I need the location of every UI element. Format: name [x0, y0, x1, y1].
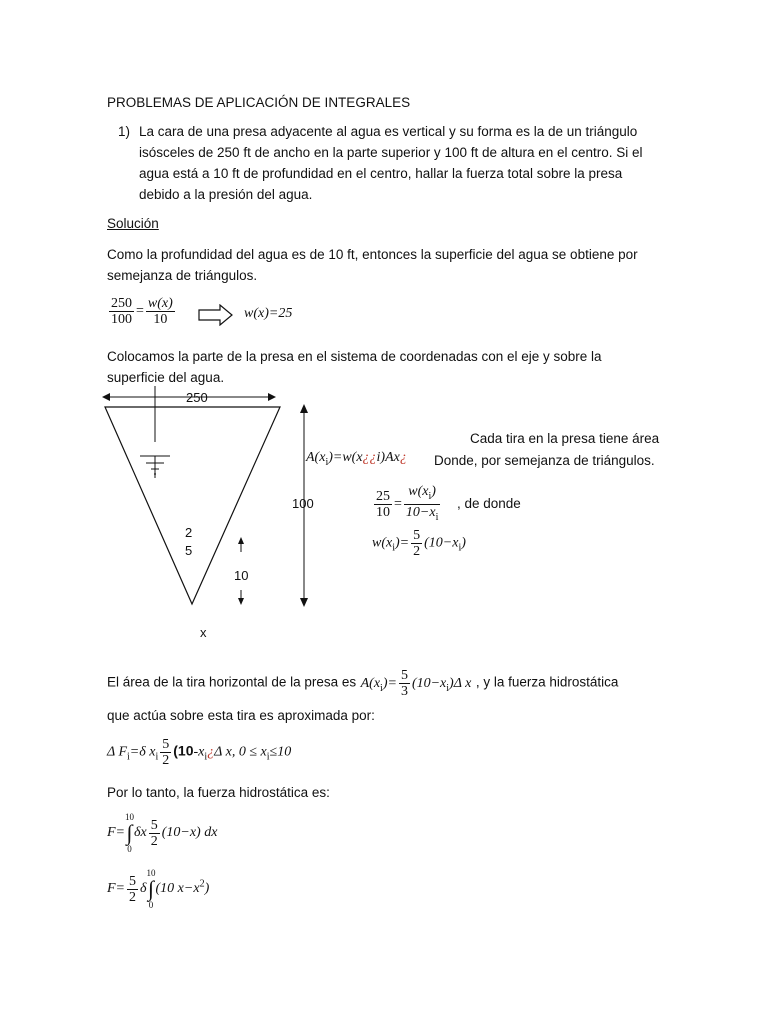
strip-area-formula: $A(x_i)=w(x¿¿i)Ax¿$ [306, 450, 407, 468]
lower-limit: 0 [127, 844, 132, 854]
math-part: ¿ [207, 744, 215, 760]
integral-sign: 10 ∫ 0 [125, 812, 134, 854]
numerator: 5 [162, 737, 170, 752]
math-part: Δ x, 0 ≤ x [214, 744, 267, 760]
strip-similarity-equation: $\frac{25}{10}$ = $\frac{w(x_i)}{10-x_i}$ [376, 484, 439, 523]
page-title: PROBLEMAS DE APLICACIÓN DE INTEGRALES [107, 95, 411, 110]
strip-width-equation: $w(x_i)=$ $\frac{5}{2}$ $(10-x_i)$ [372, 528, 466, 559]
paragraph-3 [107, 668, 618, 699]
math-part: δx [134, 825, 147, 841]
math-part: A(x [360, 675, 381, 691]
numerator: 5 [129, 873, 136, 889]
problem-line: debido a la presión del agua. [139, 187, 313, 202]
denominator: 10 [376, 504, 390, 520]
math-part: F= [107, 825, 125, 841]
integral-equation-1 [107, 812, 217, 854]
math-part: =δ x [129, 744, 156, 760]
math-part: )= [395, 535, 410, 551]
numerator: w(x [408, 484, 429, 499]
paragraph-5: Por lo tanto, la fuerza hidrostática es: [107, 785, 330, 800]
math-part: ¿ [399, 450, 407, 465]
math-part: (10 x−x [155, 881, 200, 897]
text-part: , y la fuerza hidrostática [475, 674, 619, 690]
math-part: w(x [372, 535, 393, 551]
integral-sign: 10 ∫ 0 [146, 868, 156, 910]
fraction [146, 296, 175, 327]
water-level-icon [140, 456, 170, 478]
denominator: 2 [150, 833, 158, 849]
fraction [160, 737, 171, 768]
math-part: (10−x) dx [161, 825, 218, 841]
similarity-text: Donde, por semejanza de triángulos. [434, 453, 655, 468]
upper-limit: 10 [146, 868, 156, 878]
equation-width-result: w(x)=25 [244, 306, 293, 321]
paragraph-line: Colocamos la parte de la presa en el sistema de coordenadas con el eje y sobre la [107, 349, 602, 364]
denominator: 10 [153, 312, 168, 327]
math-part: ) [461, 535, 466, 551]
solution-heading: Solución [107, 216, 159, 231]
de-donde-text: , de donde [457, 496, 521, 511]
math-part: δ [140, 881, 147, 897]
math-part: A(x [306, 450, 326, 465]
dam-triangle [105, 407, 280, 604]
fraction [374, 489, 392, 520]
denominator: 2 [162, 753, 170, 768]
math-part: Δ F [107, 744, 128, 760]
width-label: 250 [186, 390, 208, 405]
strip-area-text: Cada tira en la presa tiene área [470, 431, 660, 446]
problem-number: 1) [118, 124, 131, 139]
fraction [149, 818, 160, 849]
math-part: (10−x [411, 675, 447, 691]
force-equation: Δ $F_i=\delta$ $x_i$ $\frac{5}{2}$ ($10-x_i¿\Delta$ x, $0 \le x_i\le 10$ [107, 737, 292, 768]
denominator: 3 [400, 684, 408, 699]
problem-line: La cara de una presa adyacente al agua es vertical y su forma es la de un triángulo [139, 124, 638, 139]
denominator: 100 [111, 312, 132, 327]
math-part: ≤10 [269, 744, 292, 760]
paragraph-2 [107, 346, 707, 388]
numerator: 5 [413, 528, 421, 543]
upper-limit: 10 [125, 812, 134, 822]
implies-arrow-icon [198, 304, 234, 326]
paragraph-line: Como la profundidad del agua es de 10 ft, entonces la superficie del agua se obtiene por [107, 247, 638, 262]
fraction: $\frac{w(x_i)}{10-x_i}$ [405, 484, 439, 523]
paragraph-1 [107, 244, 707, 286]
math-part: )=w(x [328, 450, 363, 465]
numerator: 5 [400, 668, 408, 683]
math-part: i)Ax [376, 450, 400, 465]
problem-line: isósceles de 250 ft de ancho en la parte superior y 100 ft de altura en el centro. Si el [139, 145, 643, 160]
math-part: (10−x [424, 535, 459, 551]
depth-label: 10 [234, 568, 249, 583]
x-axis-label: x [200, 625, 207, 640]
numerator: 5 [150, 817, 158, 833]
paragraph-4: que actúa sobre esta tira es aproximada por: [107, 708, 375, 723]
fraction [411, 528, 422, 559]
numerator: 250 [111, 296, 132, 311]
fraction [109, 296, 134, 327]
math-part: ) [204, 881, 210, 897]
math-part: )Δ x [449, 675, 472, 691]
numerator: w(x) [147, 296, 173, 311]
inner-label: 5 [185, 543, 193, 558]
paragraph-line: semejanza de triángulos. [107, 268, 258, 283]
denominator: 10−x [405, 504, 436, 520]
equation-similarity [107, 296, 177, 327]
inner-label: 2 [185, 525, 193, 540]
paragraph-line: superficie del agua. [107, 370, 225, 385]
numerator: 25 [376, 488, 390, 504]
height-label: 100 [292, 496, 314, 511]
integral-equation-2 [107, 868, 209, 910]
area-formula: $A(x_i)=$ $\frac{5}{3}$ $(10-x_i)\Delta$ x [360, 668, 472, 699]
equals-sign: = [136, 303, 144, 319]
denominator: 2 [413, 544, 421, 559]
exponent: 2 [199, 878, 205, 890]
math-part: -x [193, 744, 205, 760]
math-part: (10 [173, 742, 194, 759]
math-part: F= [107, 881, 125, 897]
problem-line: agua está a 10 ft de profundidad en el centro, hallar la fuerza total sobre la presa [139, 166, 623, 181]
lower-limit: 0 [148, 900, 154, 910]
problem-statement [139, 121, 739, 205]
math-part: )= [382, 675, 397, 691]
denominator: 2 [129, 889, 136, 905]
fraction [399, 668, 410, 699]
math-part: ¿¿ [362, 450, 377, 465]
fraction [127, 874, 138, 905]
text-part: El área de la tira horizontal de la presa es [107, 674, 357, 690]
